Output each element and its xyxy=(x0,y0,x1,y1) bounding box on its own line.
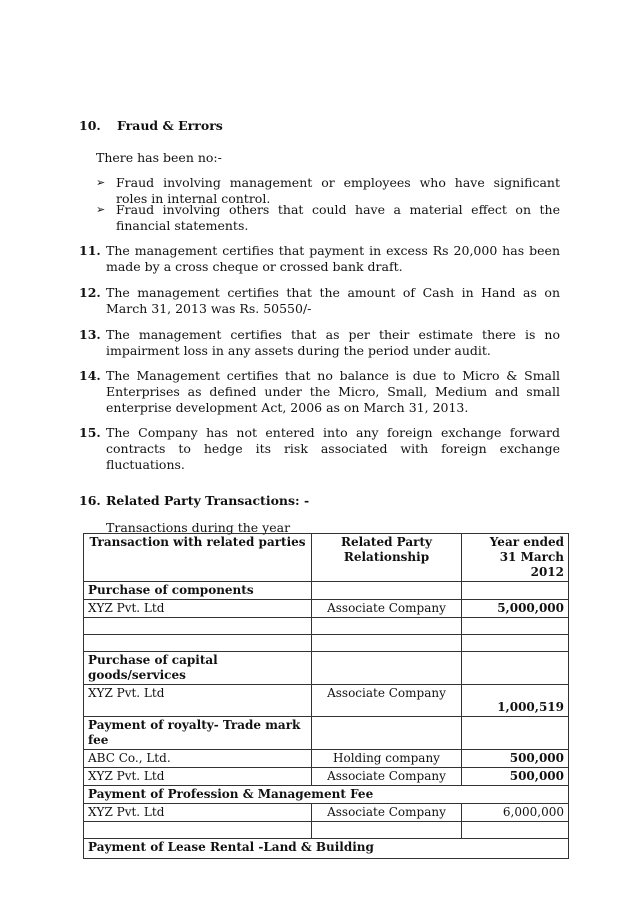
section-16-subtitle: Transactions during the year xyxy=(106,520,291,535)
section-16-number: 16. xyxy=(79,493,101,508)
arrow-bullet-icon: ➢ xyxy=(96,176,106,189)
party-name: XYZ Pvt. Ltd xyxy=(84,804,312,822)
table-row xyxy=(84,839,569,859)
category-label: Purchase of capital goods/services xyxy=(84,652,312,685)
section-10-bullet-2: Fraud involving others that could have a material effect on the financial statements. xyxy=(116,202,560,233)
relationship: Associate Company xyxy=(312,768,462,786)
table-row xyxy=(84,786,569,804)
table-row-empty xyxy=(84,822,569,839)
section-10-bullet-1: Fraud involving management or employees who have significant roles in internal control. xyxy=(116,175,560,206)
section-13-text: The management certifies that as per their estimate there is no impairment loss in any assets during the period under audit. xyxy=(106,327,560,358)
amount: 500,000 xyxy=(462,768,569,786)
section-14-text: The Management certifies that no balance is due to Micro & Small Enterprises as defined under the Micro, Small, Medium and small enterprise development Act, 2006 as on March 31, 2013. xyxy=(106,368,560,415)
party-name: XYZ Pvt. Ltd xyxy=(84,685,312,717)
table-row xyxy=(84,717,569,750)
table-row xyxy=(84,652,569,685)
section-12-text: The management certifies that the amount of Cash in Hand as on March 31, 2013 was Rs. 50550/- xyxy=(106,285,560,316)
table-row xyxy=(84,804,569,822)
arrow-bullet-icon: ➢ xyxy=(96,203,106,216)
table-row xyxy=(84,685,569,717)
header-relationship-line1: Related Party xyxy=(340,535,432,549)
section-11-text: The management certifies that payment in excess Rs 20,000 has been made by a cross cheque or crossed bank draft. xyxy=(106,243,560,274)
table-row-empty xyxy=(84,635,569,652)
table-row xyxy=(84,582,569,600)
section-15-text: The Company has not entered into any foreign exchange forward contracts to hedge its risk associated with foreign exchange fluctuations. xyxy=(106,425,560,472)
section-10-title: Fraud & Errors xyxy=(117,118,223,133)
relationship: Associate Company xyxy=(312,600,462,618)
party-name: XYZ Pvt. Ltd xyxy=(84,600,312,618)
header-transaction: Transaction with related parties xyxy=(84,534,312,582)
section-12-number: 12. xyxy=(79,285,101,300)
section-10-number: 10. xyxy=(79,118,101,133)
section-15-number: 15. xyxy=(79,425,101,440)
table-row-empty xyxy=(84,618,569,635)
party-name: XYZ Pvt. Ltd xyxy=(84,768,312,786)
table-row xyxy=(84,600,569,618)
relationship: Associate Company xyxy=(312,685,462,717)
section-16-title: Related Party Transactions: - xyxy=(106,493,310,508)
header-year-line2: 31 March xyxy=(499,550,564,564)
header-year xyxy=(462,534,569,582)
section-10-intro: There has been no:- xyxy=(96,150,222,165)
header-year-line3: 2012 xyxy=(530,565,564,579)
amount: 1,000,519 xyxy=(462,685,569,717)
table-header-row xyxy=(84,534,569,582)
relationship: Associate Company xyxy=(312,804,462,822)
amount: 5,000,000 xyxy=(462,600,569,618)
section-11-number: 11. xyxy=(79,243,101,258)
table-row xyxy=(84,750,569,768)
relationship: Holding company xyxy=(312,750,462,768)
category-label: Payment of royalty- Trade mark fee xyxy=(84,717,312,750)
category-label: Payment of Profession & Management Fee xyxy=(84,786,569,804)
header-year-line1: Year ended xyxy=(489,535,564,549)
party-name: ABC Co., Ltd. xyxy=(84,750,312,768)
amount: 6,000,000 xyxy=(462,804,569,822)
related-party-table xyxy=(83,533,569,859)
section-14-number: 14. xyxy=(79,368,101,383)
table-row xyxy=(84,768,569,786)
category-label: Purchase of components xyxy=(84,582,312,600)
amount: 500,000 xyxy=(462,750,569,768)
header-relationship-line2: Relationship xyxy=(343,550,430,564)
header-relationship xyxy=(312,534,462,582)
section-13-number: 13. xyxy=(79,327,101,342)
category-label: Payment of Lease Rental -Land & Building xyxy=(84,839,569,859)
